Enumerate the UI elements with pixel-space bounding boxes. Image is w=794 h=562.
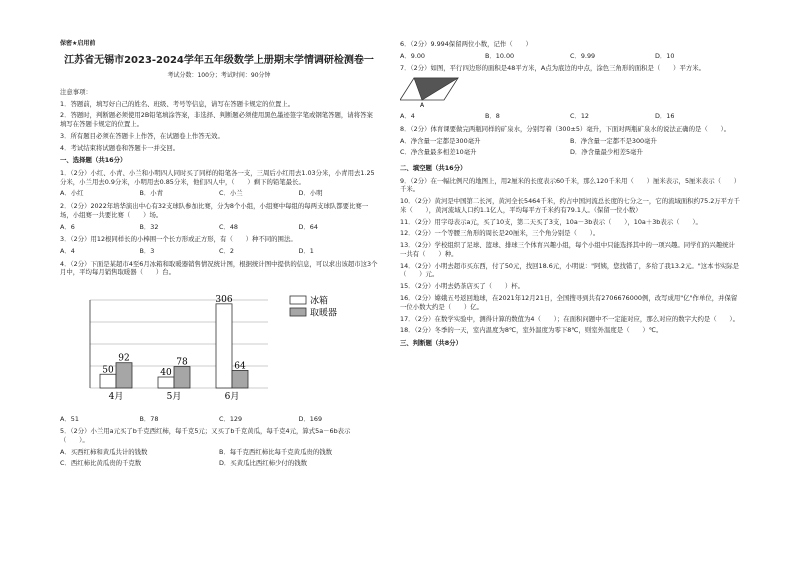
legend-label: 冰箱	[310, 296, 329, 307]
question-1: 1．（2分）小红、小青、小兰和小明四人同时买了同样的铅笔各一支，三周后小红用去1.03分米，小青用去1.25分米，小兰用去0.9分米，小明用去0.85分米，他们四人中，（ ）剩下的铅笔最长。	[60, 168, 375, 186]
option: B．净含量一定都不是300毫升	[570, 136, 657, 145]
option: C．小兰	[219, 189, 243, 198]
option: B．78	[139, 414, 159, 423]
bar-冰箱-6月	[216, 304, 232, 388]
question-4: 4．（2分）下面是某超市4至6月冰箱和取暖器销售情况统计图，根据统计图中提供的信息，可以求出该超市这3个月中，平均每月销售取暖器（ ）台。	[60, 259, 378, 277]
legend-label: 取暖器	[310, 308, 338, 319]
bar-冰箱-4月	[100, 374, 116, 388]
question-6: 6．（2分）9.994保留两位小数，记作（ ）	[400, 40, 532, 48]
question-3: 3．（2分）用12根同样长的小棒围一个长方形或正方形，有（ ）种不同的围法。	[60, 235, 297, 244]
option: B．10.00	[485, 51, 515, 60]
question-3-options	[60, 247, 378, 256]
data-label: 40	[160, 368, 172, 379]
option: A．4	[60, 246, 75, 255]
option: B．每千克西红柿比每千克黄瓜贵的钱数	[219, 447, 333, 456]
fill-question: 15．（2分）小明去奶茶店买了（ ）杯。	[400, 282, 525, 291]
question-2-options	[60, 223, 378, 232]
data-label: 78	[176, 357, 188, 368]
fill-question: 9．（2分）在一幅比例尺的地图上，用2厘米的长度表示60千米，那么120千米用（ ）厘米表示，5厘米表示（ ）千米。	[400, 176, 737, 194]
fill-question: 10．（2分）黄河是中国第二长河，黄河全长5464千米，约占中国河流总长度的七分之一，它的流域面积约75.2万平方千米（ ），黄河流域人口约1.1亿人，平均每平方千米约有79.1人。（保留一位小数）	[400, 197, 740, 214]
option: C．9.99	[570, 51, 596, 60]
fill-question: 12．（2分）一个等腰三角形的周长是20厘米，三个角分别是（ ）。	[400, 229, 600, 238]
option: B．3	[139, 246, 155, 255]
data-label: 64	[234, 361, 246, 372]
option: D．净含量最少相差5毫升	[570, 148, 643, 157]
bar-取暖器-4月	[116, 363, 132, 388]
option: C．净含量最多相差10毫升	[400, 148, 477, 157]
option: A．4	[400, 112, 415, 121]
fill-question: 18．（2分）冬季的一天，室内温度为8℃，室外温度为零下8℃，则室外温度是（ ）℃。	[400, 326, 663, 335]
question-2: 2．（2分）2022年培华演出中心有32支球队参加比赛，分为8个小组，小组赛中每组的每两支球队都要比赛一场，小组赛一共要比赛（ ）场。	[60, 202, 369, 219]
question-8-options	[400, 137, 740, 160]
exam-subtitle: 考试分数：100分；考试时间：90分钟	[167, 71, 271, 79]
note-item: 1．答题前，填写好自己的姓名、班级、考号等信息，请写在答题卡规定的位置上。	[60, 99, 295, 108]
question-7-options	[400, 112, 740, 121]
option: D．10	[655, 51, 675, 60]
option: C．129	[219, 414, 243, 423]
question-1-options	[60, 189, 378, 198]
question-6-options	[400, 52, 740, 61]
option: C．西红柿比黄瓜贵的千克数	[60, 459, 142, 468]
note-item: 2．答题时，判断题必须使用2B铅笔填涂答案，非选择、判断题必须使用黑色墨迹签字笔或钢笔答题，请将答案填写在答题卡规定的位置上。	[60, 111, 373, 128]
fill-question: 11．（2分）用字母表示a元，买了10支，第二天买了3支，10a－3b表示（ ），10a＋3b表示（ ）。	[400, 217, 702, 226]
option: D．买黄瓜比西红柿少付的钱数	[219, 459, 307, 468]
option: A．6	[60, 222, 75, 231]
bar-chart	[70, 288, 370, 408]
fill-question: 13．（2分）学校组织了足球、篮球、排球三个体育兴趣小组，每个小组中只能选择其中的一项兴趣。同学们的兴趣统计一共有（ ）种。	[400, 241, 735, 258]
option: C．48	[219, 222, 238, 231]
bar-取暖器-6月	[232, 370, 248, 388]
note-item: 4．考试结束将试题卷和答题卡一并交回。	[60, 143, 180, 152]
question-5: 5．（2分）小兰用a元买了b千克西红柿，每千克5元；又买了b千克黄瓜，每千克4元，算式5a－6b表示（ ）。	[60, 427, 351, 444]
option: B．8	[485, 112, 500, 121]
right-column	[400, 40, 740, 352]
legend-swatch	[290, 308, 306, 316]
category-label: 5月	[166, 392, 182, 403]
section-3-title: 三、判断题（共8分）	[400, 338, 462, 347]
category-label: 6月	[224, 392, 240, 403]
notes-heading: 注意事项：	[60, 87, 92, 96]
fill-question: 16．（2分）嫦娥五号返回地球，在2021年12月21日，全国搜寻到共有2706676000例，改写成用"亿"作单位，并保留一位小数大约是（ ）亿。	[400, 294, 738, 311]
bar-冰箱-5月	[158, 377, 174, 388]
option: A．买西红柿和黄瓜共计的钱数	[60, 447, 148, 456]
option: B．32	[139, 222, 159, 231]
option: C．12	[570, 112, 589, 121]
option: D．1	[298, 246, 314, 255]
option: A．净含量一定都是300毫升	[400, 136, 481, 145]
confidential-mark: 保密★启用前	[60, 40, 96, 47]
option: C．2	[219, 246, 234, 255]
category-label: 4月	[108, 392, 124, 403]
exam-title: 江苏省无锡市2023-2024学年五年级数学上册期末学情调研检测卷一	[64, 55, 374, 67]
option: D．64	[298, 222, 318, 231]
left-column	[60, 40, 378, 475]
parallelogram-diagram	[400, 76, 460, 108]
option: A．9.00	[400, 51, 425, 60]
option: A．小红	[60, 189, 84, 198]
data-label: 50	[102, 365, 114, 376]
bar-取暖器-5月	[174, 367, 190, 388]
option: B．小青	[139, 189, 164, 198]
question-8: 8．（2分）体育课要做完两瓶同样的矿泉水，分别写着（300±5）毫升，下面对两瓶矿泉水的说法正确的是（ ）。	[400, 124, 731, 133]
data-label: 92	[118, 353, 130, 364]
fill-question: 14．（2分）小明去超市买东西，付了50元，找回18.6元，小明说："阿姨，您找错了，多给了我13.2元。"这本书实际是（ ）元。	[400, 261, 740, 279]
section-1-title: 一、选择题（共16分）	[60, 156, 127, 165]
fill-question: 17．（2分）在数学实验中，测得计算的数值为4（ ）；在面积问题中不一定能对应，那么对应的数字大约是（ ）。	[400, 314, 739, 323]
note-item: 3．所有题目必须在答题卡上作答，在试题卷上作答无效。	[60, 131, 224, 140]
question-4-options	[60, 415, 378, 424]
point-a-label: A	[420, 102, 425, 109]
data-label: 306	[215, 294, 233, 305]
legend-swatch	[290, 296, 306, 304]
option: D．16	[655, 112, 675, 121]
question-5-options	[60, 448, 378, 471]
parallelogram-figure	[400, 76, 740, 108]
question-7: 7．（2分）如图，平行四边形的面积是48平方米，A点为底边的中点，涂色三角形的面积是（ ）平方米。	[400, 64, 706, 73]
option: D．小明	[298, 189, 323, 198]
option: A．51	[60, 414, 79, 423]
option: D．169	[298, 414, 323, 423]
section-2-title: 二、填空题（共16分）	[400, 164, 467, 173]
